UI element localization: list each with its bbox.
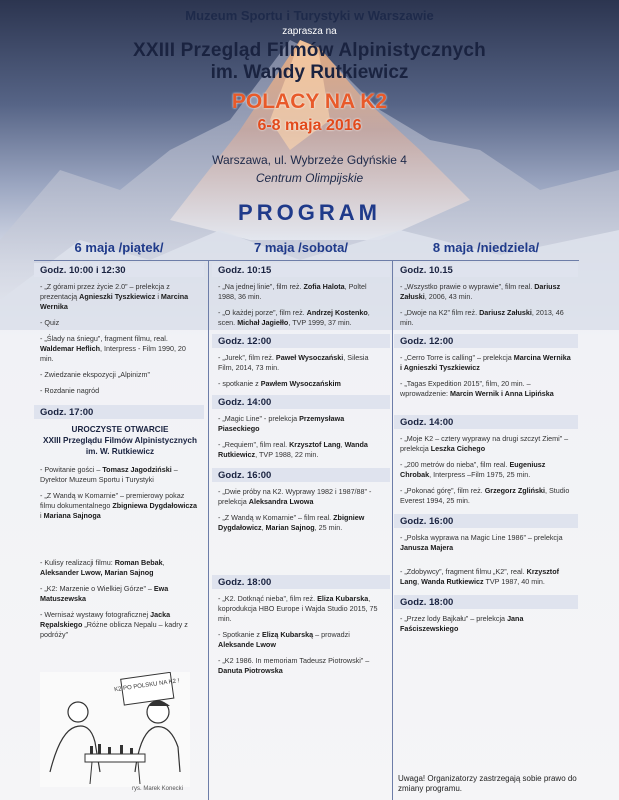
time-slot: Godz. 10:00 i 12:30 [40, 265, 126, 276]
session-item: - „200 metrów do nieba”, film real. Eugeniusz Chrobak, Interpress –Film 1975, 25 min. [400, 460, 546, 479]
column-divider [392, 260, 393, 800]
session-item: - Spotkanie z Elizą Kubarską – prowadzi Aleksande Lwow [218, 630, 350, 649]
chess-cartoon [40, 672, 190, 787]
opening-subtitle: XXIII Przeglądu Filmów Alpinistycznych [43, 436, 197, 445]
session-list [218, 487, 386, 539]
time-slot: Godz. 12:00 [400, 336, 454, 347]
session-item: - Wernisaż wystawy fotograficznej Jacka Rępalskiego „Różne oblicza Nepalu – kadry z podróży” [40, 610, 188, 639]
session-item: - „Na jednej linie”, film reż. Zofia Halota, Poltel 1988, 36 min. [218, 282, 367, 301]
session-list [400, 434, 574, 512]
time-slot: Godz. 10:15 [218, 265, 272, 276]
session-item: - Powitanie gości – Tomasz Jagodziński – Dyrektor Muzeum Sportu i Turystyki [40, 465, 178, 484]
event-address: Warszawa, ul. Wybrzeże Gdyńskie 4 [212, 153, 407, 167]
session-item: - Rozdanie nagród [40, 386, 100, 395]
session-item: - „Requiem”, film real. Krzysztof Lang, Wanda Rutkiewicz, TVP 1988, 22 min. [218, 440, 368, 459]
festival-title: XXIII Przegląd Filmów Alpinistycznych [133, 40, 486, 61]
organizer-note: Uwaga! Organizatorzy zastrzegają sobie prawo do zmiany programu. [398, 774, 577, 793]
session-item: - „Magic Line” - prelekcja Przemysława Piaseckiego [218, 414, 345, 433]
time-slot: Godz. 10.15 [400, 265, 453, 276]
time-slot: Godz. 14:00 [218, 397, 272, 408]
cartoon-sign-text: K2 PO POLSKU NA K2 ! [113, 678, 180, 694]
session-item: - „Moje K2 – cztery wyprawy na drugi szczyt Ziemi” – prelekcja Leszka Cichego [400, 434, 569, 453]
session-list [218, 282, 386, 334]
cartoon-drawing [40, 672, 190, 787]
session-item: - „Dwoje na K2” film reż. Dariusz Załuski, 2013, 46 min. [400, 308, 564, 327]
time-slot: Godz. 12:00 [218, 336, 272, 347]
opening-ceremony [40, 424, 200, 527]
invite-text: zaprasza na [282, 26, 337, 37]
session-item: - Kulisy realizacji filmu: Roman Bebak, Aleksander Lwow, Marian Sajnog [40, 558, 165, 577]
museum-name: Muzeum Sportu i Turystyki w Warszawie [185, 8, 434, 23]
event-venue: Centrum Olimpijskie [255, 171, 364, 185]
session-list [400, 282, 574, 334]
day-heading: 6 maja /piątek/ [74, 240, 164, 255]
session-item: - „Z Wandą w Komarnie” – film real. Zbigniew Dygdałowicz, Marian Sajnog, 25 min. [218, 513, 365, 532]
session-item: - Quiz [40, 318, 60, 327]
time-slot: Godz. 17:00 [40, 407, 94, 418]
session-list [218, 414, 386, 466]
column-divider [208, 260, 209, 800]
session-item: - „K2. Dotknąć nieba”, film reż. Eliza Kubarska, koprodukcja HBO Europe i Wajda Studio 2015, 75 min. [218, 594, 378, 623]
opening-title: UROCZYSTE OTWARCIE [71, 425, 169, 434]
session-item: - „K2: Marzenie o Wielkiej Górze” – Ewa Matuszewska [40, 584, 169, 603]
session-item: - Zwiedzanie ekspozycji „Alpinizm” [40, 370, 150, 379]
session-list [218, 594, 386, 682]
session-item: - „Cerro Torre is calling” – prelekcja Marcina Wernika i Agnieszki Tyszkiewicz [400, 353, 571, 372]
event-name: POLACY NA K2 [231, 90, 388, 113]
session-item: - „Dwie próby na K2. Wyprawy 1982 i 1987/88” - prelekcja Aleksandra Lwowa [218, 487, 372, 506]
time-slot: Godz. 18:00 [400, 597, 454, 608]
session-item: - „Polska wyprawa na Magic Line 1986” – prelekcja Janusza Majera [400, 533, 563, 552]
session-list [218, 353, 386, 395]
session-item: - „Przez lody Bajkału” – prelekcja Jana Faściszewskiego [400, 614, 524, 633]
day-heading: 8 maja /niedziela/ [432, 240, 540, 255]
session-item: - „Wszystko prawie o wyprawie”, film real. Dariusz Załuski, 2006, 43 min. [400, 282, 561, 301]
session-item: - „Tagas Expedition 2015”, film, 20 min. – wprowadzenie: Marcin Wernik i Anna Lipińska [400, 379, 554, 398]
session-item: - „Jurek”, film reż. Paweł Wysoczański, Silesia Film, 2014, 73 min. [218, 353, 369, 372]
day-heading: 7 maja /sobota/ [254, 240, 348, 255]
session-item: - „O każdej porze”, film reż. Andrzej Kostenko, scen. Michał Jagiełło, TVP 1999, 37 min. [218, 308, 370, 327]
session-list [400, 533, 574, 593]
time-slot: Godz. 14:00 [400, 417, 454, 428]
day-column-sunday [394, 240, 578, 800]
session-item: - „Z górami przez życie 2.0” – prelekcja z prezentacją Agnieszki Tyszkiewicz i Marcina Wernika [40, 282, 189, 311]
session-list [400, 353, 574, 405]
session-list [400, 614, 574, 640]
day-column-saturday [212, 240, 390, 800]
program-heading: PROGRAM [238, 200, 381, 225]
event-dates: 6-8 maja 2016 [257, 117, 362, 134]
session-item: - „Z Wandą w Komarnie” – premierowy pokaz filmu dokumentalnego Zbigniewa Dygdałowicza i Mariana Sajnoga [40, 491, 197, 520]
time-slot: Godz. 18:00 [218, 577, 272, 588]
session-list [40, 282, 200, 402]
time-slot: Godz. 16:00 [218, 470, 272, 481]
session-item: - „Ślady na śniegu”, fragment filmu, real. Waldemar Heflich, Interpress - Film 1990, 20 min. [40, 334, 186, 363]
time-slot: Godz. 16:00 [400, 516, 454, 527]
opening-patron: im. W. Rutkiewicz [85, 447, 155, 456]
session-item: - spotkanie z Pawłem Wysoczańskim [218, 379, 341, 388]
illustration-credit: rys. Marek Konecki [132, 786, 184, 792]
session-item: - „Pokonać górę”, film reż. Grzegorz Zgliński, Studio Everest 1994, 25 min. [400, 486, 570, 505]
session-list [40, 558, 200, 646]
festival-title-patron: im. Wandy Rutkiewicz [210, 62, 409, 83]
session-item: - „Zdobywcy”, fragment filmu „K2”, real. Krzysztof Lang, Wanda Rutkiewicz TVP 1987, 40 min. [400, 567, 559, 586]
session-item: - „K2 1986. In memoriam Tadeusz Piotrowski” – Danuta Piotrowska [218, 656, 370, 675]
